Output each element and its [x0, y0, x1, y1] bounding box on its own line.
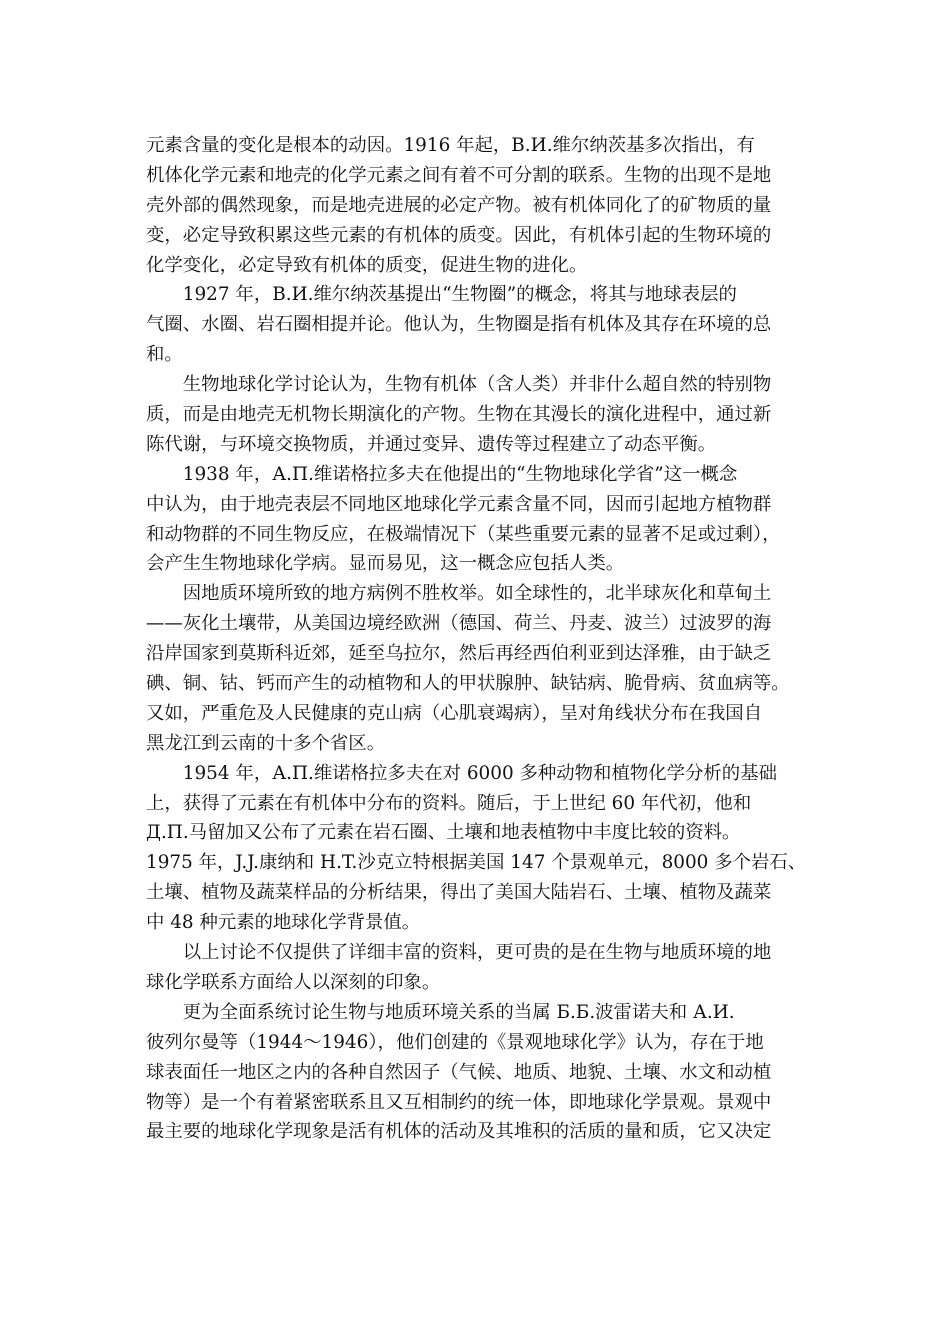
text-line: 会产生生物地球化学病。显而易见，这一概念应包括人类。 — [146, 553, 625, 575]
text-line: Д.П.马留加又公布了元素在岩石圈、土壤和地表植物中丰度比较的资料。 — [146, 822, 741, 844]
text-line: 沿岸国家到莫斯科近郊，延至乌拉尔，然后再经西伯利亚到达泽雅，由于缺乏 — [146, 643, 772, 665]
text-line: 球表面任一地区之内的各种自然因子（气候、地质、地貌、土壤、水文和动植 — [146, 1061, 772, 1083]
text-line: ——灰化土壤带，从美国边境经欧洲（德国、荷兰、丹麦、波兰）过波罗的海 — [146, 613, 772, 635]
text-line: 物等）是一个有着紧密联系且又互相制约的统一体，即地球化学景观。景观中 — [146, 1091, 772, 1113]
text-line: 机体化学元素和地壳的化学元素之间有着不可分割的联系。生物的出现不是地 — [146, 164, 772, 186]
text-line: 上，获得了元素在有机体中分布的资料。随后，于上世纪 60 年代初，他和 — [146, 792, 752, 814]
text-line: 最主要的地球化学现象是活有机体的活动及其堆积的活质的量和质，它又决定 — [146, 1121, 772, 1143]
text-line: 壳外部的偶然现象，而是地壳进展的必定产物。被有机体同化了的矿物质的量 — [146, 194, 772, 216]
text-line: 碘、铜、钴、钙而产生的动植物和人的甲状腺肿、缺钴病、脆骨病、贫血病等。 — [146, 673, 790, 695]
text-line: 以上讨论不仅提供了详细丰富的资料，更可贵的是在生物与地质环境的地 — [146, 942, 772, 964]
text-line: 1975 年，J.J.康纳和 H.T.沙克立特根据美国 147 个景观单元，8000 多个岩石、 — [146, 852, 807, 874]
text-line: 和。 — [146, 344, 183, 366]
text-line: 气圈、水圈、岩石圈相提并论。他认为，生物圈是指有机体及其存在环境的总 — [146, 314, 772, 336]
text-line: 变，必定导致积累这些元素的有机体的质变。因此，有机体引起的生物环境的 — [146, 224, 772, 246]
text-line: 土壤、植物及蔬菜样品的分析结果，得出了美国大陆岩石、土壤、植物及蔬菜 — [146, 882, 772, 904]
text-line: 球化学联系方面给人以深刻的印象。 — [146, 971, 441, 993]
text-line: 化学变化，必定导致有机体的质变，促进生物的进化。 — [146, 254, 588, 276]
text-line: 生物地球化学讨论认为，生物有机体（含人类）并非什么超自然的特别物 — [146, 374, 772, 396]
document-body — [146, 131, 826, 1147]
text-line: 中认为，由于地壳表层不同地区地球化学元素含量不同，因而引起地方植物群 — [146, 493, 772, 515]
text-line: 元素含量的变化是根本的动因。1916 年起，В.И.维尔纳茨基多次指出，有 — [146, 135, 755, 156]
text-line: 彼列尔曼等（1944～1946），他们创建的《景观地球化学》认为，存在于地 — [146, 1031, 764, 1053]
text-line: 1954 年，А.П.维诺格拉多夫在对 6000 多种动物和植物化学分析的基础 — [146, 762, 777, 784]
text-line: 1927 年，В.И.维尔纳茨基提出“生物圈”的概念，将其与地球表层的 — [146, 284, 737, 306]
text-line: 更为全面系统讨论生物与地质环境关系的当属 Б.Б.波雷诺夫和 А.И. — [146, 1001, 735, 1023]
text-line: 陈代谢，与环境交换物质，并通过变异、遗传等过程建立了动态平衡。 — [146, 433, 717, 455]
text-line: 和动物群的不同生物反应，在极端情况下（某些重要元素的显著不足或过剩）， — [146, 523, 781, 545]
text-line: 1938 年，А.П.维诺格拉多夫在他提出的“生物地球化学省”这一概念 — [146, 463, 738, 485]
text-line: 又如，严重危及人民健康的克山病（心肌衰竭病），呈对角线状分布在我国自 — [146, 702, 763, 724]
text-line: 黑龙江到云南的十多个省区。 — [146, 732, 386, 754]
text-line: 质，而是由地壳无机物长期演化的产物。生物在其漫长的演化进程中，通过新 — [146, 404, 772, 426]
text-line: 因地质环境所致的地方病例不胜枚举。如全球性的，北半球灰化和草甸土 — [146, 583, 772, 605]
text-line: 中 48 种元素的地球化学背景值。 — [146, 912, 421, 934]
